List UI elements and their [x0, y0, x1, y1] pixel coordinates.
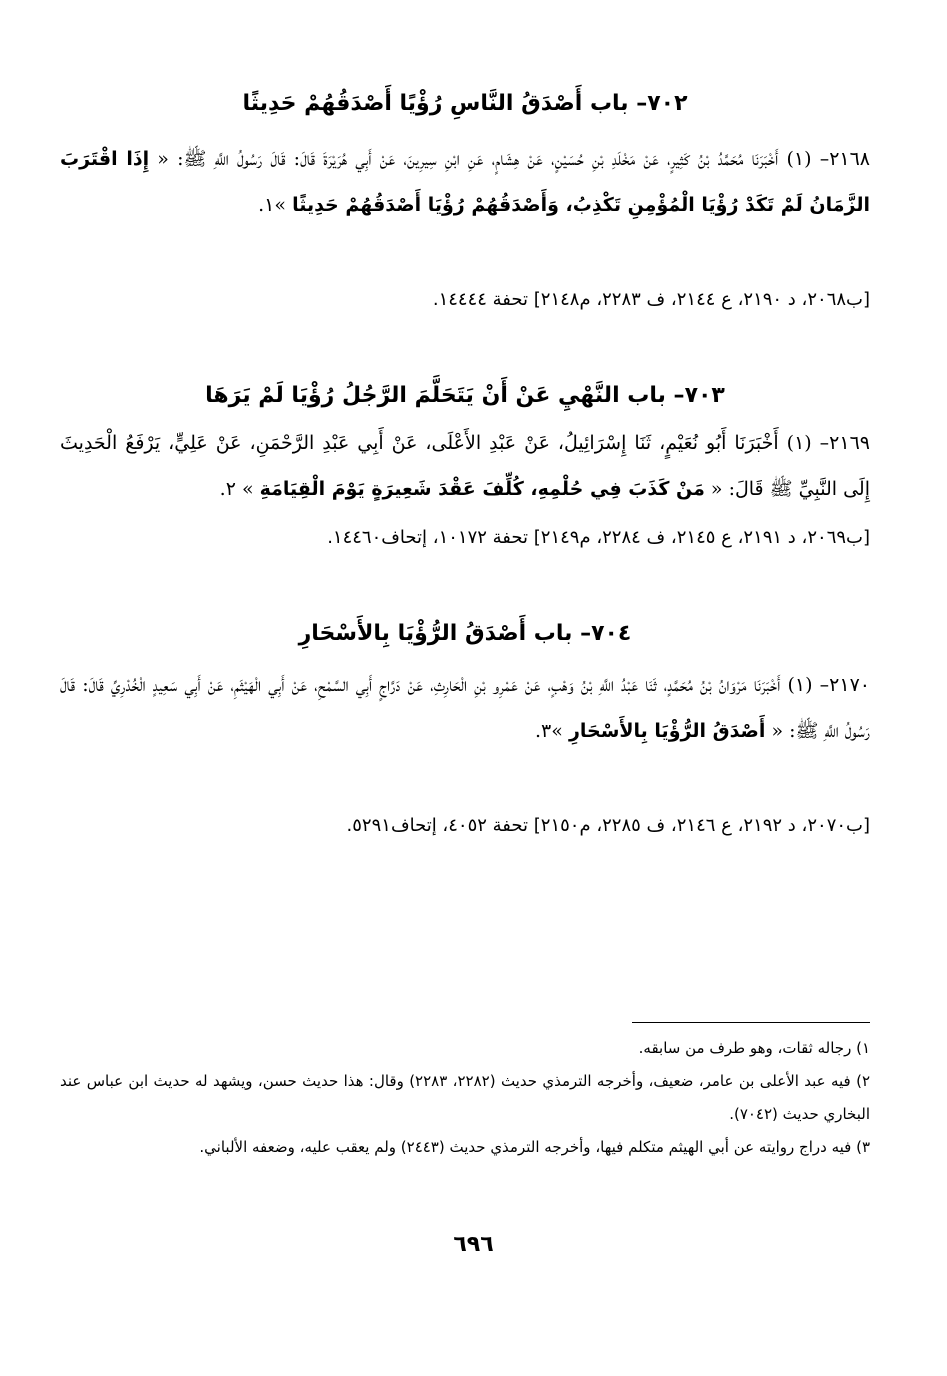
- hadith-2168: [60, 136, 870, 228]
- footnote-3: ٣) فيه دراج روايته عن أبي الهيثم متكلم فيها، وأخرجه الترمذي حديث (٢٤٤٣) ولم يعقب عليه، وضعفه الألباني.: [199, 1138, 870, 1156]
- hadith-isnad: (١) أَخْبَرَنَا مَرْوَانُ بْنُ مُحَمَّدٍ، ثَنَا عَبْدُ اللَّهِ بْنُ وَهْبٍ، عَنْ عَمْرِو بْنِ الْحَارِثِ، عَنْ دَرَّاجٍ أَبِي السَّمْحِ، عَنْ أَبِي الْهَيْثَمِ، عَنْ أَبِي سَعِيدٍ الْخُدْرِيِّ قَالَ: قَالَ رَسُولُ اللَّهِ ﷺ: «: [60, 674, 870, 742]
- hadith-matn: أَصْدَقُ الرُّؤْيَا بِالأَسْحَارِ: [568, 720, 766, 742]
- hadith-2170: [60, 662, 870, 754]
- hadith-references-2170: [ب٢٠٧٠، د ٢١٩٢، ع ٢١٤٦، ف ٢٢٨٥، م٢١٥٠] تحفة ٤٠٥٢، إتحاف٥٢٩١.: [346, 815, 870, 836]
- hadith-ending: »١.: [258, 194, 293, 216]
- hadith-2169: [60, 420, 870, 512]
- page-number: ٦٩٦: [453, 1232, 494, 1257]
- footnotes: [60, 1032, 870, 1164]
- hadith-number: ٢١٦٩–: [819, 432, 870, 454]
- chapter-heading-704: ٧٠٤– باب أَصْدَقُ الرُّؤْيَا بِالأَسْحَارِ: [298, 621, 632, 646]
- hadith-matn: إِذَا اقْتَرَبَ الزَّمَانُ لَمْ تَكَدْ رُؤْيَا الْمُؤْمِنِ تَكْذِبُ، وَأَصْدَقُهُمْ رُؤْيَا أَصْدَقُهُمْ حَدِيثًا: [60, 148, 870, 216]
- footnote-2: ٢) فيه عبد الأعلى بن عامر، ضعيف، وأخرجه الترمذي حديث (٢٢٨٢، ٢٢٨٣) وقال: هذا حديث حسن، ويشهد له حديث ابن عباس عند البخاري حديث (٧٠٤٢).: [60, 1072, 871, 1123]
- hadith-references-2168: [ب٢٠٦٨، د ٢١٩٠، ع ٢١٤٤، ف ٢٢٨٣، م٢١٤٨] تحفة ١٤٤٤٤.: [432, 289, 870, 310]
- hadith-number: ٢١٦٨–: [819, 148, 871, 170]
- hadith-isnad: (١) أَخْبَرَنَا أَبُو نُعَيْمٍ، ثَنَا إِسْرَائِيلُ، عَنْ عَبْدِ الأَعْلَى، عَنْ أَبِي عَبْدِ الرَّحْمَنِ، عَنْ عَلِيٍّ، يَرْفَعُ الْحَدِيثَ إِلَى النَّبِيِّ ﷺ قَالَ: «: [60, 432, 870, 500]
- hadith-number: ٢١٧٠–: [819, 674, 870, 696]
- chapter-heading-703: ٧٠٣– باب النَّهْيِ عَنْ أَنْ يَتَحَلَّمَ الرَّجُلُ رُؤْيَا لَمْ يَرَهَا: [205, 383, 725, 408]
- footnote-separator: [632, 1022, 870, 1023]
- hadith-isnad: (١) أَخْبَرَنَا مُحَمَّدُ بْنُ كَثِيرٍ، عَنْ مَخْلَدِ بْنِ حُسَيْنٍ، عَنْ هِشَامٍ، عَنِ ابْنِ سِيرِينَ، عَنْ أَبِي هُرَيْرَةَ قَالَ: قَالَ رَسُولُ اللَّهِ ﷺ: «: [149, 148, 820, 170]
- hadith-ending: » ٢.: [219, 478, 260, 500]
- hadith-matn: مَنْ كَذَبَ فِي حُلْمِهِ، كُلِّفَ عَقْدَ شَعِيرَةٍ يَوْمَ الْقِيَامَةِ: [259, 478, 705, 500]
- chapter-heading-702: ٧٠٢– باب أَصْدَقُ النَّاسِ رُؤْيًا أَصْدَقُهُمْ حَدِيثًا: [242, 91, 688, 116]
- footnote-1: ١) رجاله ثقات، وهو طرف من سابقه.: [638, 1039, 870, 1057]
- hadith-ending: »٣.: [535, 720, 569, 742]
- hadith-references-2169: [ب٢٠٦٩، د ٢١٩١، ع ٢١٤٥، ف ٢٢٨٤، م٢١٤٩] تحفة ١٠١٧٢، إتحاف١٤٤٦٠.: [327, 527, 870, 548]
